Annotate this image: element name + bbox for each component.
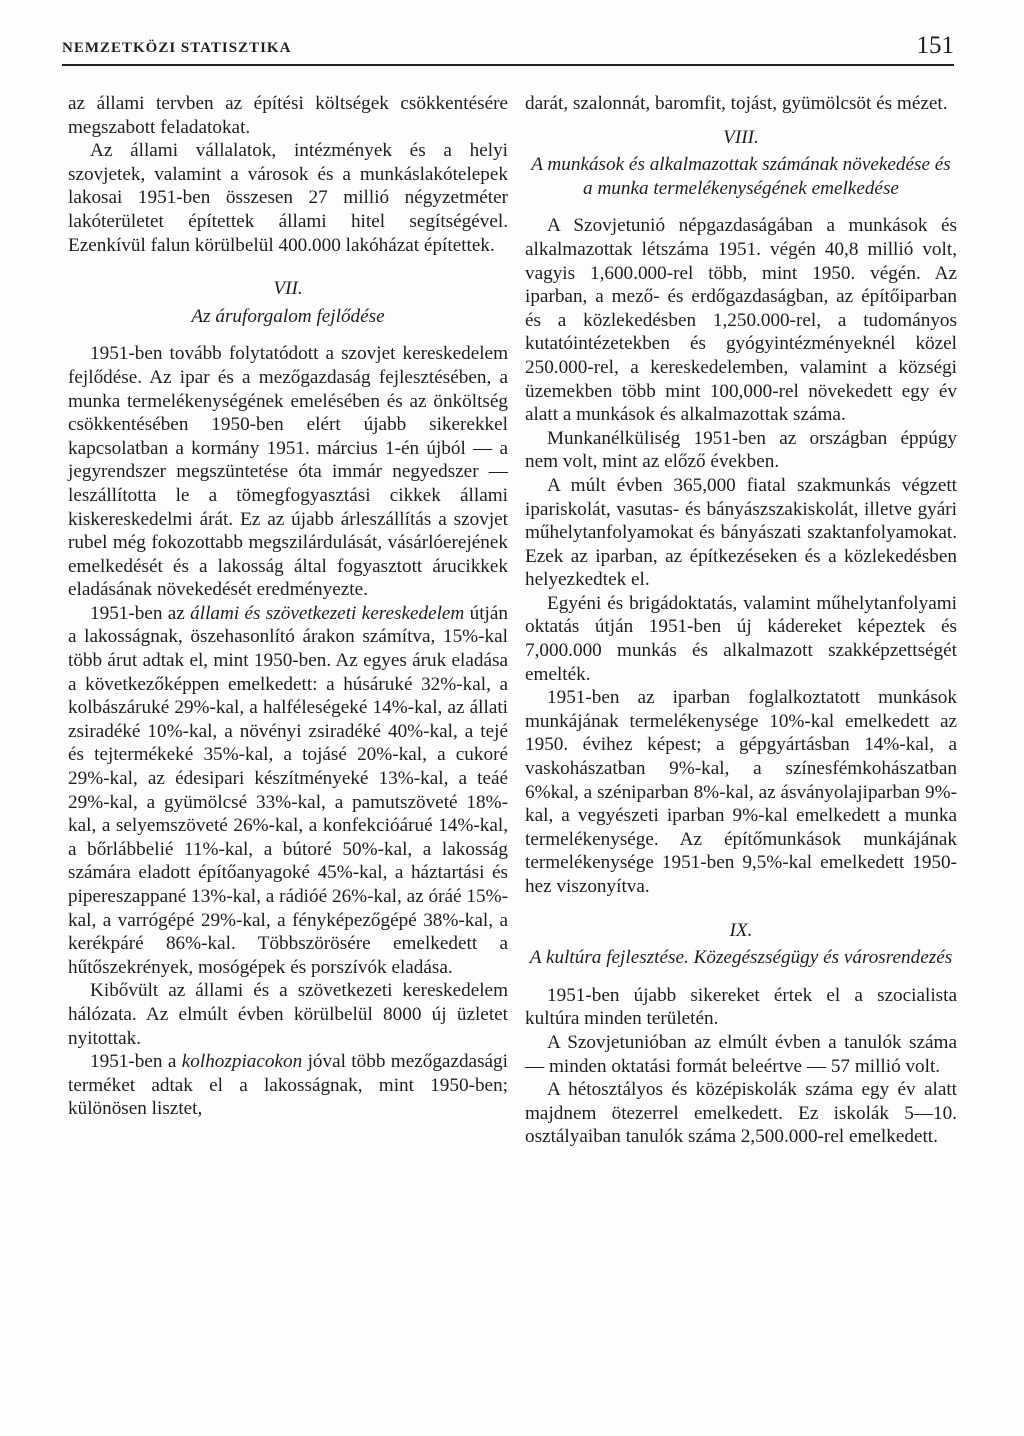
paragraph: 1951-ben tovább folytatódott a szovjet kereskedelem fejlődése. Az ipar és a mezőgazdaság fejlesztésében, a munka termelékenységének emelésében és az önköltség csökkentésében 1950-ben elért újabb sikerekkel kapcsolatban a kormány 1951. március 1-én újból — a jegyrendszer megszüntetése óta immár negyedszer — leszállította le a tömegfogyasztási cikkek állami kiskereskedelmi árát. Ez az újabb árleszállítás a szovjet rubel még fokozottabb megszilárdulását, vásárlóerejének emelkedését és a lakosság által fogyasztott árucikkek eladásának növekedését eredményezte.	[68, 343, 508, 601]
paragraph: Munkanélküliség 1951-ben az országban éppúgy nem volt, mint az előző években.	[525, 427, 957, 473]
section-title: Az áruforgalom fejlődése	[191, 305, 385, 327]
paragraph: A múlt évben 365,000 fiatal szakmunkás végzett ipariskolát, vasutas- és bányászszakiskolát, illetve gyári műhelytanfolyamokat és bányászati szaktanfolyamokat. Ezek az iparban, az építkezéseken és a közlekedésben helyezkedtek el.	[525, 474, 957, 591]
paragraph: A Szovjetunióban az elmúlt évben a tanulók száma — minden oktatási formát beleértve — 57 millió volt.	[525, 1031, 957, 1077]
paragraph: 1951-ben újabb sikereket értek el a szocialista kultúra minden területén.	[525, 984, 957, 1030]
right-column	[525, 92, 957, 1149]
left-column	[68, 92, 508, 1121]
section-title: A kultúra fejlesztése. Közegészségügy és városrendezés	[529, 947, 953, 969]
section-number: IX.	[729, 919, 753, 941]
paragraph: A hétosztályos és középiskolák száma egy év alatt majdnem ötezerrel emelkedett. Ez iskolák 5—10. osztályaiban tanulók száma 2,500.000-rel emelkedett.	[525, 1079, 957, 1148]
paragraph: az állami tervben az építési költségek csökkentésére megszabott feladatokat.	[68, 93, 508, 138]
paragraph: Kibővült az állami és a szövetkezeti kereskedelem hálózata. Az elmúlt évben körülbelül 8000 új üzletet nyitottak.	[68, 980, 508, 1049]
section-number: VII.	[273, 278, 303, 300]
paragraph: 1951-ben a kolhozpiacokon jóval több mezőgazdasági terméket adtak el a lakosságnak, mint 1950-ben; különösen lisztet,	[68, 1051, 508, 1120]
page-number: 151	[916, 32, 954, 59]
paragraph: 1951-ben az iparban foglalkoztatott munkások munkájának termelékenysége 10%-kal emelkedett az 1950. évihez képest; a gépgyártásban 14%-kal, a vaskohászatban 9%-kal, a színesfémkohászatban 6%kal, a széniparban 8%-kal, az ásványolajiparban 9%-kal, a vegyészeti iparban 9%-kal emelkedett a munka termelékenysége. Az építőmunkások munkájának termelékenysége 1951-ben 9,5%-kal emelkedett 1950-hez viszonyítva.	[525, 687, 957, 897]
paragraph: darát, szalonnát, baromfit, tojást, gyümölcsöt és mézet.	[525, 93, 948, 114]
emphasis: kolhozpiacokon	[181, 1051, 303, 1073]
running-head	[62, 30, 954, 66]
paragraph: 1951-ben az állami és szövetkezeti kereskedelem útján a lakosságnak, öszehasonlító árakon számítva, 15%-kal több árut adtak el, mint 1950-ben. Az egyes áruk eladása a következőképpen emelkedett: a húsáruké 32%-kal, a kolbászáruké 29%-kal, a halféleségeké 14%-kal, az állati zsiradéké 10%-kal, a növényi zsiradéké 40%-kal, a tejé és tejtermékeké 35%-kal, a tojásé 20%-kal, a cukoré 29%-kal, az édesipari készítményeké 13%-kal, a teáé 29%-kal, a gyümölcsé 33%-kal, a pamutszöveté 18%-kal, a selyemszöveté 26%-kal, a konfekcióárué 14%-kal, a bőrlábbelié 11%-kal, a bútoré 50%-kal, a lakosság számára eladott építőanyagoké 45%-kal, a háztartási és pipereszappané 13%-kal, a rádióé 26%-kal, az óráé 15%-kal, a varrógépé 29%-kal, a fényképezőgépé 38%-kal, a kerékpáré 86%-kal. Többszörösére emelkedett a hűtőszekrények, mosógépek és porszívók eladása.	[68, 602, 508, 978]
section-title: A munkások és alkalmazottak számának növekedése és a munka termelékenységének emelkedése	[531, 154, 951, 199]
paragraph: Egyéni és brigádoktatás, valamint műhelytanfolyami oktatás útján 1951-ben új kádereket képeztek és 7,000.000 munkás és alkalmazott szakképzettségét emelték.	[525, 592, 957, 685]
paragraph: Az állami vállalatok, intézmények és a helyi szovjetek, valamint a városok és a munkáslakótelepek lakosai 1951-ben összesen 27 millió négyzetméter lakóterületet építettek állami hitel segítségével. Ezenkívül falun körülbelül 400.000 lakóházat építettek.	[68, 140, 508, 256]
emphasis: állami és szövetkezeti kereskedelem	[190, 602, 465, 624]
section-number: VIII.	[723, 126, 759, 148]
paragraph: A Szovjetunió népgazdaságában a munkások és alkalmazottak létszáma 1951. végén 40,8 millió volt, vagyis 1,600.000-rel több, mint 1950. végén. Az iparban, a mező- és erdőgazdaságban, az építőiparban és a közlekedésben 1,250.000-rel, a tudományos kutatóintézetekben és gyógyintézményeknél közel 250.000-rel, a kereskedelemben, valamint a községi üzemekben több mint 100,000-rel növekedett egy év alatt a munkások és alkalmazottak száma.	[525, 215, 957, 426]
journal-title: NEMZETKÖZI STATISZTIKA	[62, 40, 292, 56]
